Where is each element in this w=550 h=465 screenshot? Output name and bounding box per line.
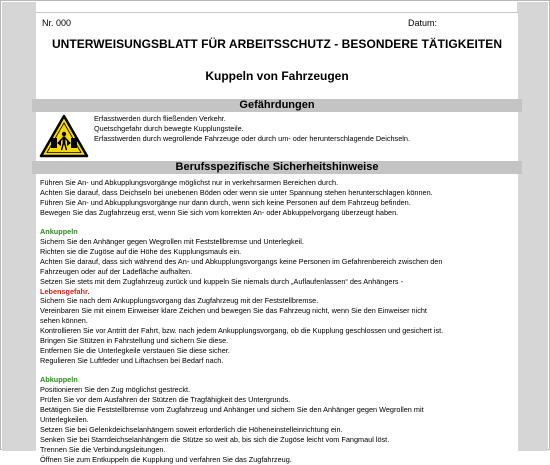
page-title: UNTERWEISUNGSBLATT FÜR ARBEITSSCHUTZ - BESONDERE TÄTIGKEITEN bbox=[51, 37, 503, 51]
instruction-line: Vereinbaren Sie mit einem Einweiser klare Zeichen und bewegen Sie das Fahrzeug nicht, wenn Sie den Einweiser nicht bbox=[40, 306, 427, 316]
instruction-sheet bbox=[36, 12, 518, 464]
section-heading-hazards: Gefährdungen bbox=[32, 99, 522, 112]
spacer bbox=[40, 366, 516, 375]
instruction-line: Setzen Sie bei Gelenkdeichselanhängern soweit erforderlich die Höheneinstelleinrichtung ein. bbox=[40, 424, 343, 434]
hazard-list bbox=[94, 114, 514, 145]
instruction-line: Unterlegkeilen. bbox=[40, 414, 89, 424]
instruction-line: Betätigen Sie die Feststellbremse vom Zugfahrzeug und Anhänger und sichern Sie den Anhänger gegen Wegrollen mit bbox=[40, 405, 424, 415]
instruction-line: Entfernen Sie die Unterlegkeile verstauen Sie diese sicher. bbox=[40, 346, 230, 356]
instruction-line: Bringen Sie Stützen in Fahrstellung und sichern Sie diese. bbox=[40, 336, 229, 346]
instruction-line: Achten Sie darauf, dass sich während des An- und Abkupplungsvorgangs keine Personen im Gefahrenbereich zwischen den bbox=[40, 256, 443, 266]
instruction-line: Positionieren Sie den Zug möglichst gestreckt. bbox=[40, 385, 191, 395]
instruction-line: Senken Sie bei Starrdeichselanhängern die Stütze so weit ab, bis sich die Zugöse leicht vom Fangmaul löst. bbox=[40, 434, 390, 444]
page-margin-right bbox=[517, 2, 548, 451]
instruction-line: Kontrollieren Sie vor Antritt der Fahrt, bzw. nach jedem Ankupplungsvorgang, ob die Kupplung geschlossen und gesichert ist. bbox=[40, 326, 444, 336]
crush-hazard-warning-icon bbox=[39, 114, 89, 158]
instruction-line: Öffnen Sie zum Entkuppeln die Kupplung und verfahren Sie das Zugfahrzeug. bbox=[40, 454, 292, 464]
instruction-line: Fahrzeugen oder auf der Ladefläche aufhalten. bbox=[40, 266, 193, 276]
subheading-coupling: Ankuppeln bbox=[40, 226, 78, 236]
instruction-line: Führen Sie An- und Abkupplungsvorgänge nur dann durch, wenn sich keine Personen auf dem Fahrzeug befinden. bbox=[40, 197, 411, 207]
instruction-line: Richten sie die Zugöse auf die Höhe des Kupplungsmauls ein. bbox=[40, 246, 242, 256]
subheading-uncoupling: Abkuppeln bbox=[40, 375, 78, 385]
spacer bbox=[40, 218, 516, 227]
page-margin-left bbox=[2, 2, 36, 451]
instruction-line: Achten Sie darauf, dass Deichseln bei unebenen Böden oder wenn sie unter Spannung stehen herunterschlagen können. bbox=[40, 187, 433, 197]
section-heading-safety: Berufsspezifische Sicherheitshinweise bbox=[32, 161, 522, 174]
safety-instructions bbox=[40, 178, 516, 465]
hazard-item: Erfasstwerden durch fließenden Verkehr. bbox=[94, 114, 226, 123]
date-label: Datum: bbox=[408, 18, 438, 28]
danger-warning: Lebensgefahr. bbox=[40, 286, 90, 296]
instruction-line: Sichern Sie nach dem Ankupplungsvorgang das Zugfahrzeug mit der Feststellbremse. bbox=[40, 296, 319, 306]
hazard-item: Quetschgefahr durch bewegte Kupplungsteile. bbox=[94, 124, 244, 134]
instruction-line: Setzen Sie stets mit dem Zugfahrzeug zurück und kuppeln Sie niemals durch „Auflaufenlassen“ des Anhängers - bbox=[40, 276, 404, 286]
instruction-line: Sichern Sie den Anhänger gegen Wegrollen mit Feststellbremse und Unterlegkeil. bbox=[40, 236, 304, 246]
instruction-line: Prüfen Sie vor dem Ausfahren der Stützen die Tragfähigkeit des Untergrunds. bbox=[40, 395, 291, 405]
instruction-line: Trennen Sie die Verbindungsleitungen. bbox=[40, 444, 166, 454]
instruction-line: sehen können. bbox=[40, 316, 88, 326]
instruction-line: Regulieren Sie Luftfeder und Liftachsen bei Bedarf nach. bbox=[40, 356, 224, 366]
instruction-line: Bewegen Sie das Zugfahrzeug erst, wenn Sie sich vom korrekten An- oder Abkuppelvorgang überzeugt haben. bbox=[40, 207, 399, 217]
hazard-item: Erfasstwerden durch wegrollende Fahrzeuge oder durch um- oder herunterschlagende Deichseln. bbox=[94, 134, 410, 144]
page-subtitle: Kuppeln von Fahrzeugen bbox=[205, 69, 349, 83]
instruction-line: Führen Sie An- und Abkupplungsvorgänge möglichst nur in verkehrsarmen Bereichen durch. bbox=[40, 178, 339, 187]
document-number: Nr. 000 bbox=[42, 18, 72, 28]
